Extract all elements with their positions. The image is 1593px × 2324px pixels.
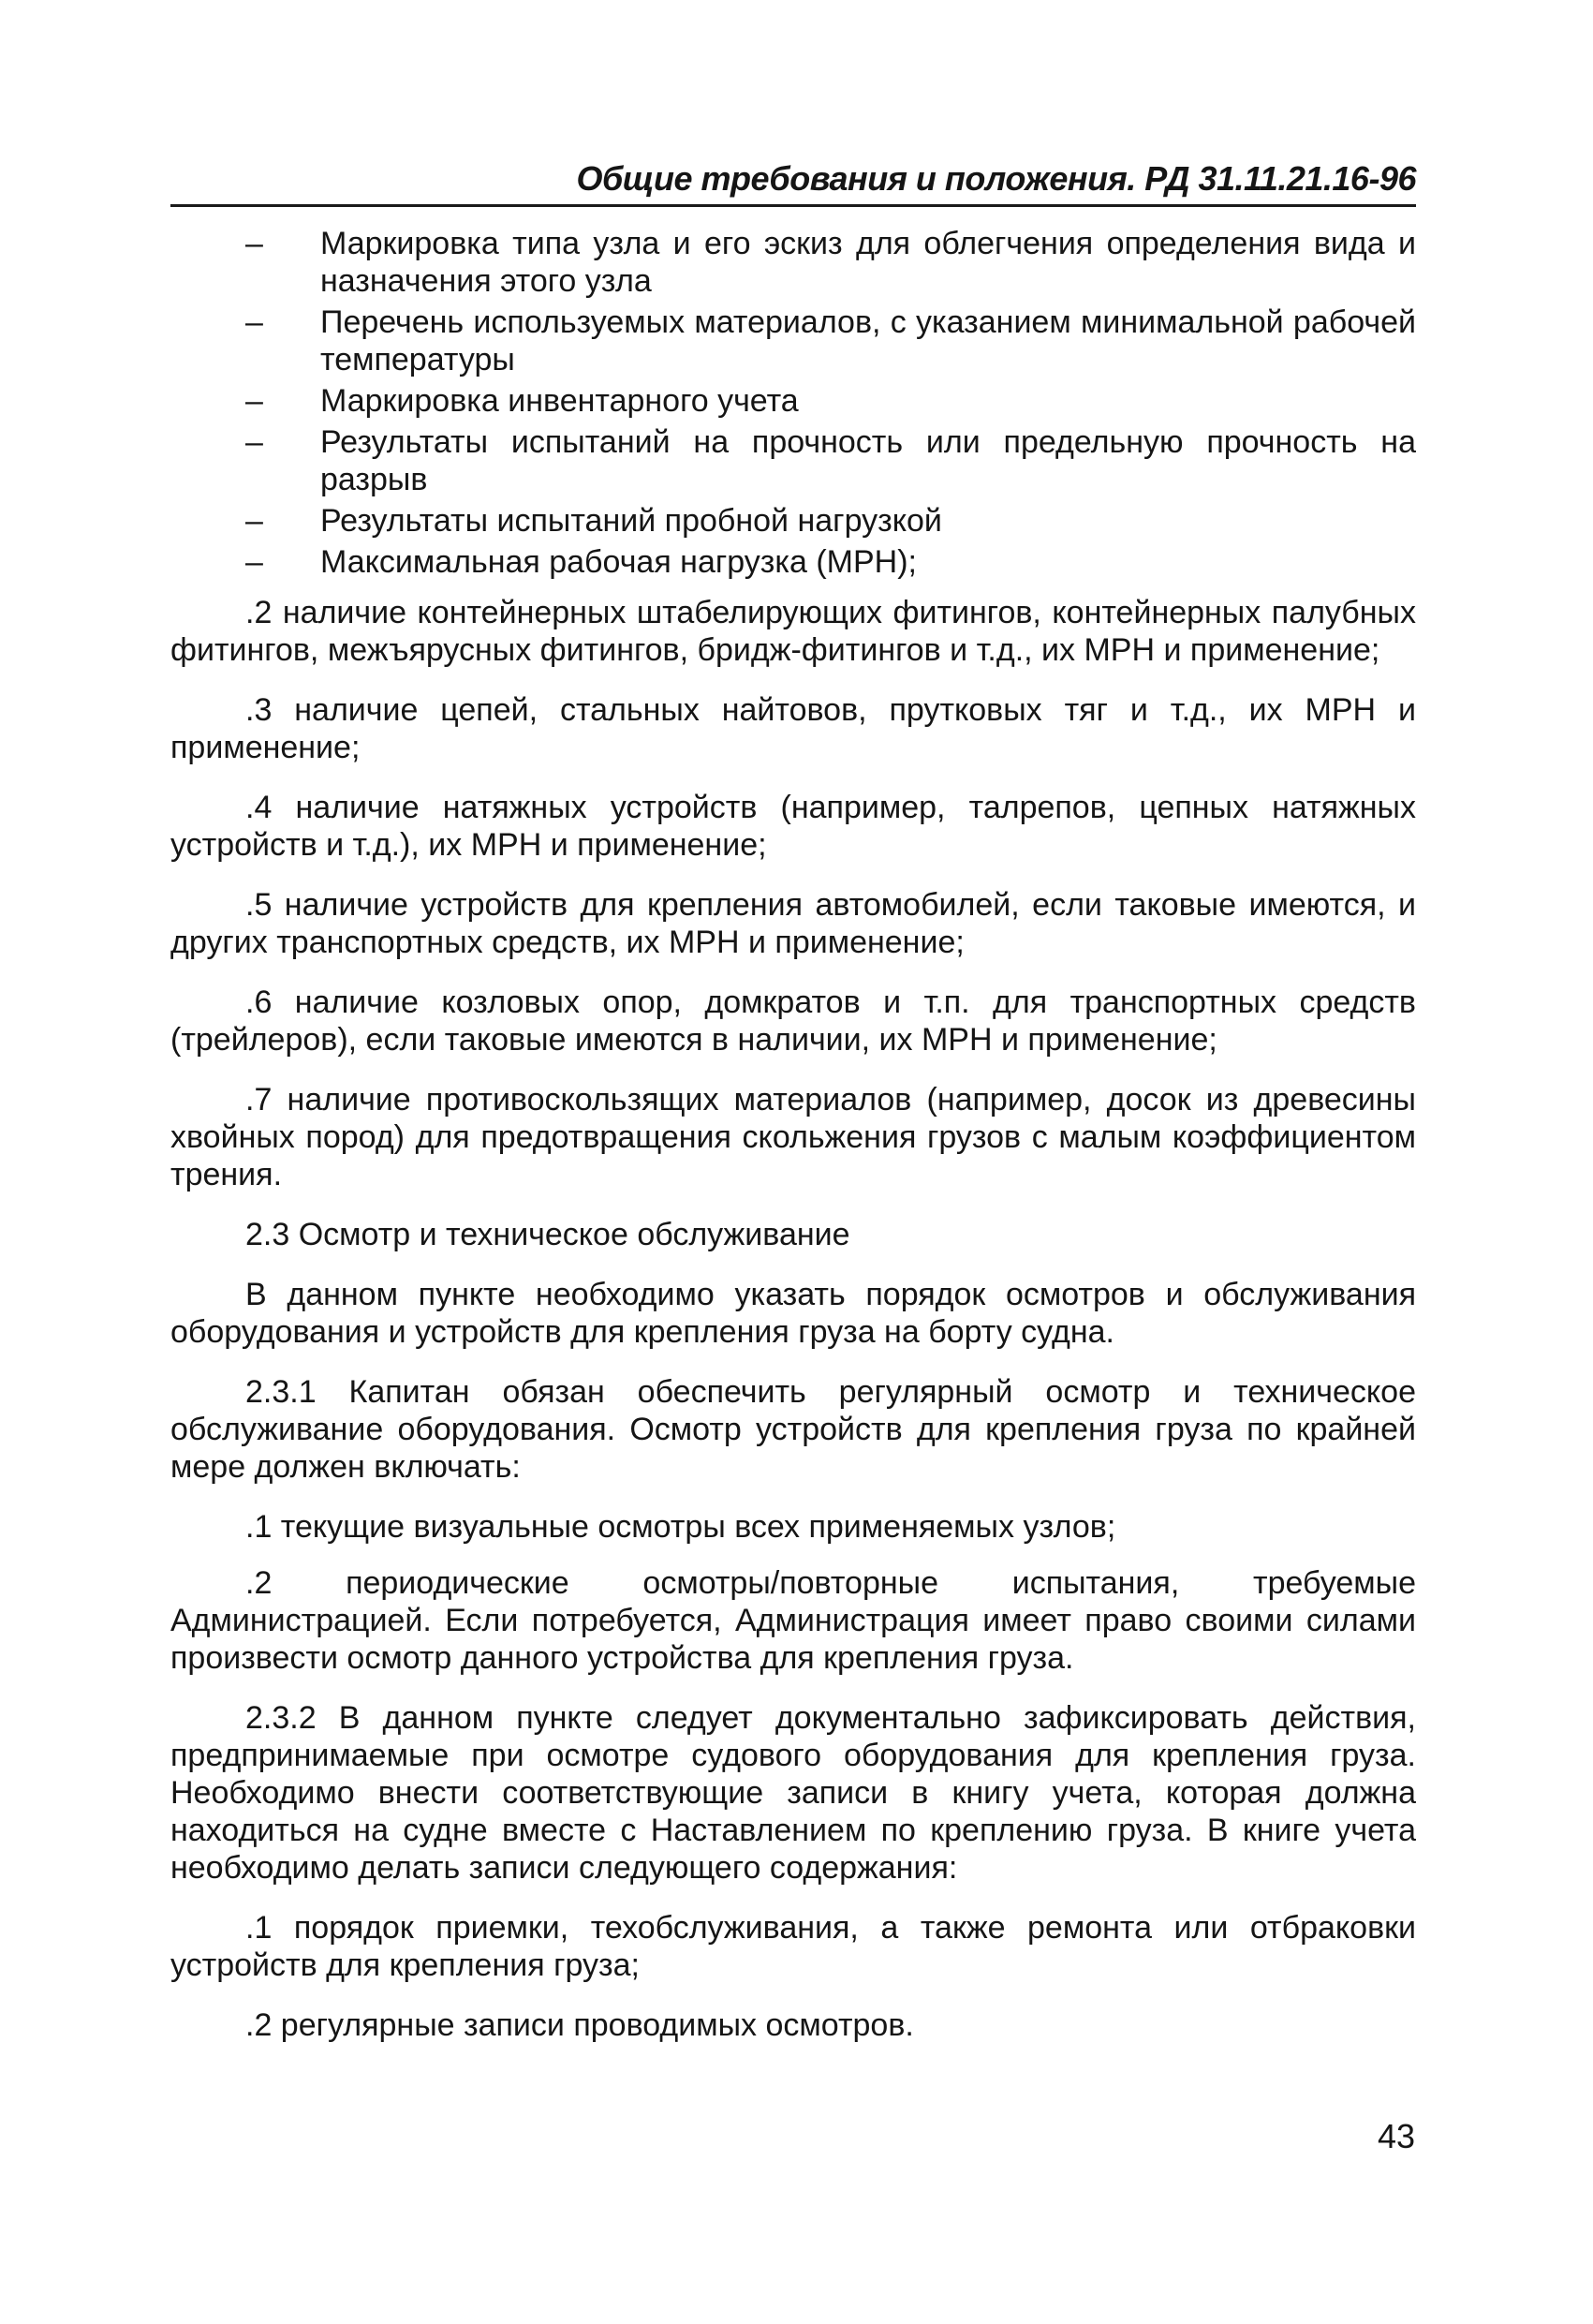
bullet-item [170, 543, 1416, 581]
numbered-paragraph: .2 регулярные записи проводимых осмотров. [245, 2007, 914, 2043]
header-title: Общие требования и положения. РД 31.11.21.16-96 [576, 159, 1416, 198]
bullet-text: Максимальная рабочая нагрузка (МРН); [320, 544, 918, 580]
bullet-item [170, 382, 1416, 420]
numbered-paragraph: .2 наличие контейнерных штабелирующих фитингов, контейнерных палубных фитингов, межъярусных фитингов, бридж-фитингов и т.д., их МРН и применение; [170, 595, 1416, 668]
running-header [170, 155, 1416, 207]
dash-marker: – [245, 226, 263, 261]
bullet-text: Перечень используемых материалов, с указанием минимальной рабочей температуры [320, 304, 1416, 377]
page-content [170, 225, 1416, 2066]
dash-marker: – [245, 503, 263, 539]
paragraph-2-3-1: 2.3.1 Капитан обязан обеспечить регулярный осмотр и техническое обслуживание оборудования. Осмотр устройств для крепления груза по крайней мере должен включать: [170, 1374, 1416, 1485]
numbered-paragraph: .2 периодические осмотры/повторные испытания, требуемые Администрацией. Если потребуется, Администрация имеет право своими силами произвести осмотр данного устройства для крепления груза. [170, 1565, 1416, 1676]
bullet-item [170, 502, 1416, 540]
numbered-paragraph: .6 наличие козловых опор, домкратов и т.п. для транспортных средств (трейлеров), если таковые имеются в наличии, их МРН и применение; [170, 984, 1416, 1058]
bullet-text: Маркировка типа узла и его эскиз для облегчения определения вида и назначения этого узла [320, 226, 1416, 299]
section-heading: 2.3 Осмотр и техническое обслуживание [245, 1217, 850, 1252]
numbered-paragraph: .4 наличие натяжных устройств (например, талрепов, цепных натяжных устройств и т.д.), их МРН и применение; [170, 790, 1416, 863]
bullet-item [170, 303, 1416, 378]
dash-marker: – [245, 424, 263, 460]
dash-marker: – [245, 383, 263, 419]
paragraph-2-3-2: 2.3.2 В данном пункте следует документально зафиксировать действия, предпринимаемые при осмотре судового оборудования для крепления груза. Необходимо внести соответствующие записи в книгу учета, которая должна находиться на судне вместе с Наставлением по креплению груза. В книге учета необходимо делать записи следующего содержания: [170, 1700, 1416, 1886]
bullet-item [170, 423, 1416, 498]
dash-marker: – [245, 304, 263, 340]
numbered-paragraph: .1 порядок приемки, техобслуживания, а также ремонта или отбраковки устройств для крепления груза; [170, 1910, 1416, 1983]
numbered-paragraph: .7 наличие противоскользящих материалов (например, досок из древесины хвойных пород) для предотвращения скольжения грузов с малым коэффициентом трения. [170, 1082, 1416, 1192]
bullet-item [170, 225, 1416, 300]
section-intro: В данном пункте необходимо указать порядок осмотров и обслуживания оборудования и устройств для крепления груза на борту судна. [170, 1277, 1416, 1350]
numbered-paragraph: .1 текущие визуальные осмотры всех применяемых узлов; [245, 1509, 1116, 1545]
bullet-text: Маркировка инвентарного учета [320, 383, 799, 419]
page-number: 43 [1377, 2117, 1415, 2155]
bullet-list [170, 225, 1416, 581]
bullet-text: Результаты испытаний пробной нагрузкой [320, 503, 942, 539]
dash-marker: – [245, 544, 263, 580]
bullet-text: Результаты испытаний на прочность или предельную прочность на разрыв [320, 424, 1416, 497]
numbered-paragraph: .3 наличие цепей, стальных найтовов, прутковых тяг и т.д., их МРН и применение; [170, 692, 1416, 765]
numbered-paragraph: .5 наличие устройств для крепления автомобилей, если таковые имеются, и других транспортных средств, их МРН и применение; [170, 887, 1416, 960]
